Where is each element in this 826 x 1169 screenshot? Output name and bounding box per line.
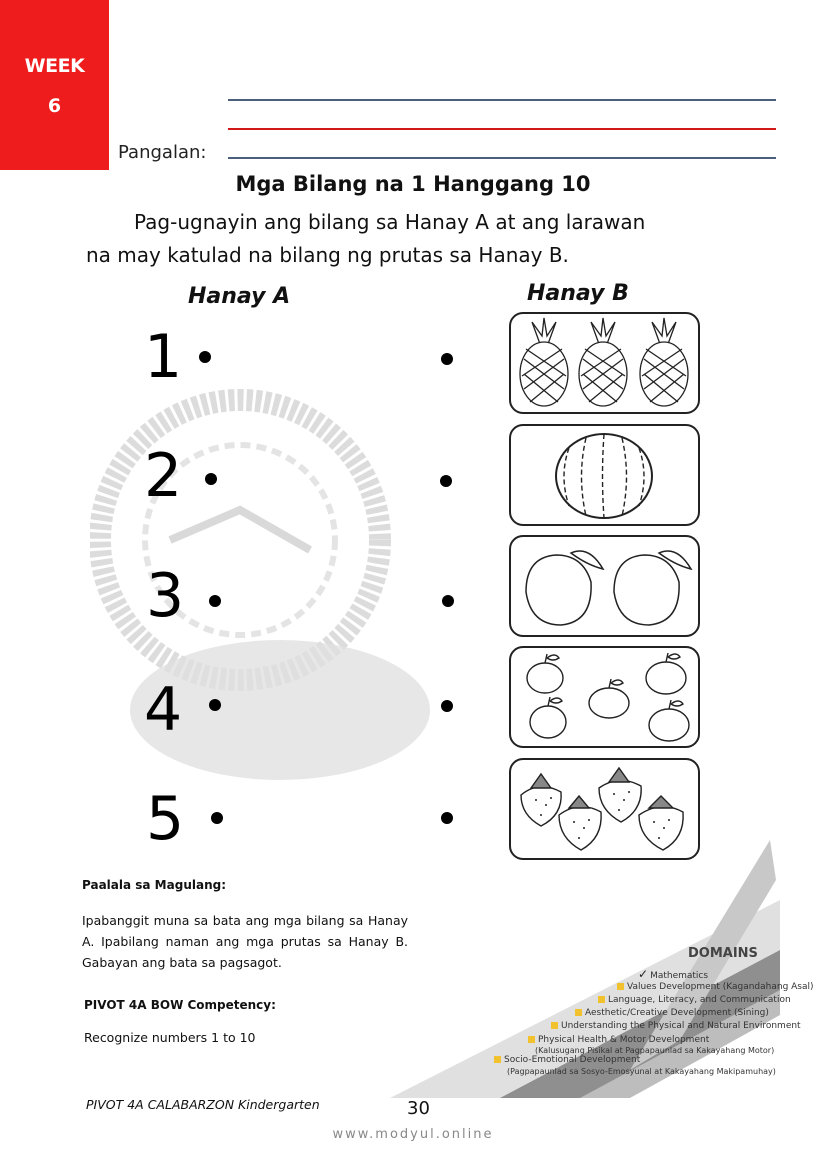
domain-subtext: (Pagpapaunlad sa Sosyo-Emosyunal at Kakayahang Makipamuhay)	[507, 1067, 776, 1076]
number-item: 5	[146, 784, 185, 854]
fruit-box-apples	[509, 646, 700, 748]
fruit-box-watermelon	[509, 424, 700, 526]
instructions-line-2: na may katulad na bilang ng prutas sa Hanay B.	[86, 243, 569, 267]
number-dot[interactable]	[211, 812, 223, 824]
domain-subtext: (Kalusugang Pisikal at Pagpapaunlad sa Kakayahang Motor)	[535, 1046, 775, 1055]
number-item: 2	[144, 441, 183, 511]
mango-icon	[511, 537, 698, 635]
domain-item: Language, Literacy, and Communication	[598, 995, 791, 1005]
column-b-heading: Hanay B	[527, 281, 629, 306]
pineapple-icon	[511, 314, 698, 412]
worksheet-title: Mga Bilang na 1 Hanggang 10	[235, 172, 591, 196]
fruit-dot[interactable]	[441, 700, 453, 712]
domain-item: Aesthetic/Creative Development (Sining)	[575, 1008, 769, 1018]
competency-body: Recognize numbers 1 to 10	[84, 1030, 256, 1045]
watermark-seal	[90, 380, 440, 780]
writing-line-top	[228, 99, 776, 101]
fruit-dot[interactable]	[440, 475, 452, 487]
watermelon-icon	[511, 426, 698, 524]
domain-item: Socio-Emotional Development	[494, 1055, 640, 1065]
number-dot[interactable]	[209, 595, 221, 607]
number-dot[interactable]	[205, 473, 217, 485]
domain-item: Understanding the Physical and Natural Environment	[551, 1021, 801, 1031]
column-a-heading: Hanay A	[188, 284, 291, 309]
fruit-box-pineapples	[509, 312, 700, 414]
page-number: 30	[407, 1098, 430, 1119]
number-dot[interactable]	[209, 699, 221, 711]
number-item: 1	[144, 322, 183, 392]
domain-item: Values Development (Kagandahang Asal)	[617, 982, 814, 992]
fruit-dot[interactable]	[441, 353, 453, 365]
parent-note-heading: Paalala sa Magulang:	[82, 878, 226, 892]
parent-note-body: Ipabanggit muna sa bata ang mga bilang sa Hanay A. Ipabilang naman ang mga prutas sa Hanay B. Gabayan ang bata sa pagsagot.	[82, 913, 408, 970]
marker-icon	[617, 983, 624, 990]
instructions-line-1: Pag-ugnayin ang bilang sa Hanay A at ang larawan	[134, 210, 646, 234]
week-badge	[0, 0, 109, 170]
domain-item: ✓ Mathematics	[638, 967, 709, 981]
site-url[interactable]: www.modyul.online	[332, 1127, 494, 1142]
writing-line-bottom[interactable]	[228, 157, 776, 159]
number-dot[interactable]	[199, 351, 211, 363]
name-label: Pangalan:	[118, 142, 207, 163]
domain-item: Physical Health & Motor Development	[528, 1035, 709, 1045]
competency-heading: PIVOT 4A BOW Competency:	[84, 998, 276, 1012]
marker-icon	[575, 1009, 582, 1016]
check-icon: ✓	[638, 967, 649, 981]
footer-label: PIVOT 4A CALABARZON Kindergarten	[86, 1097, 320, 1112]
marker-icon	[551, 1022, 558, 1029]
marker-icon	[598, 996, 605, 1003]
writing-line-middle	[228, 128, 776, 130]
instructions	[86, 206, 746, 272]
marker-icon	[494, 1056, 501, 1063]
number-item: 3	[146, 561, 185, 631]
week-number: 6	[47, 95, 62, 117]
fruit-dot[interactable]	[441, 812, 453, 824]
number-item: 4	[144, 675, 183, 745]
apple-icon	[511, 648, 698, 746]
fruit-dot[interactable]	[442, 595, 454, 607]
domains-title: DOMAINS	[688, 946, 758, 961]
fruit-box-mangoes	[509, 535, 700, 637]
week-label: WEEK	[24, 55, 85, 77]
marker-icon	[528, 1036, 535, 1043]
